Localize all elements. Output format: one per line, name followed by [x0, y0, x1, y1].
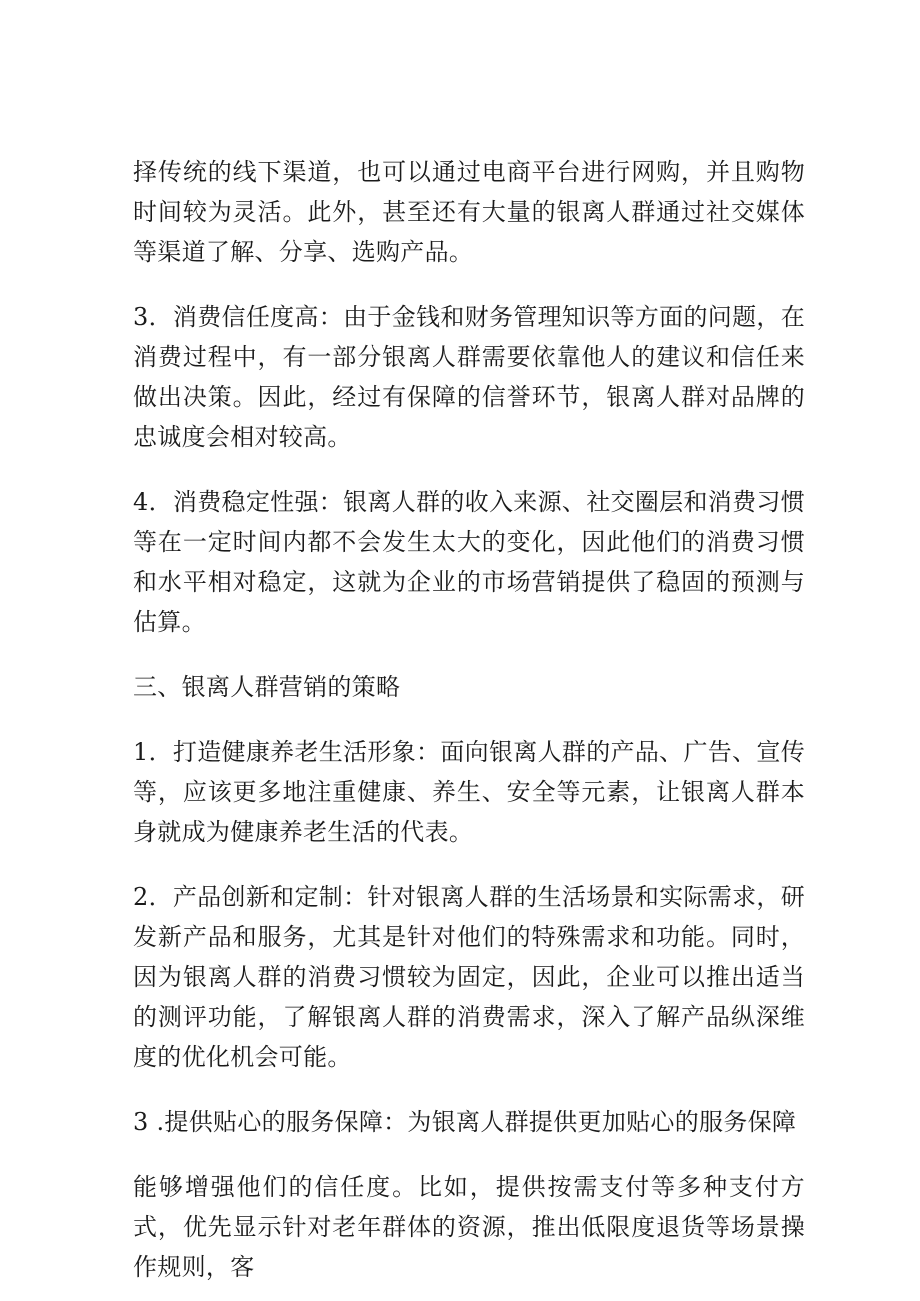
paragraph-shopping-channels: 择传统的线下渠道，也可以通过电商平台进行网购，并且购物时间较为灵活。此外，甚至还有大量的银离人群通过社交媒体等渠道了解、分享、选购产品。	[133, 158, 805, 266]
paragraph-product-innovation: 2．产品创新和定制：针对银离人群的生活场景和实际需求，研发新产品和服务，尤其是针对他们的特殊需求和功能。同时，因为银离人群的消费习惯较为固定，因此，企业可以推出适当的测评功能，了解银离人群的消费需求，深入了解产品纵深维度的优化机会可能。	[133, 883, 805, 1071]
paragraph-service-guarantee: 3 .提供贴心的服务保障：为银离人群提供更加贴心的服务保障	[133, 1108, 797, 1136]
document-body	[133, 152, 805, 1287]
paragraph-healthy-image: 1．打造健康养老生活形象：面向银离人群的产品、广告、宣传等，应该更多地注重健康、养生、安全等元素，让银离人群本身就成为健康养老生活的代表。	[133, 738, 805, 846]
paragraph-stability: 4．消费稳定性强：银离人群的收入来源、社交圈层和消费习惯等在一定时间内都不会发生太大的变化，因此他们的消费习惯和水平相对稳定，这就为企业的市场营销提供了稳固的预测与估算。	[133, 488, 805, 636]
paragraph-trust: 3．消费信任度高：由于金钱和财务管理知识等方面的问题，在消费过程中，有一部分银离人群需要依靠他人的建议和信任来做出决策。因此，经过有保障的信誉环节，银离人群对品牌的忠诚度会相对较高。	[133, 303, 805, 451]
section-heading-strategies: 三、银离人群营销的策略	[133, 673, 401, 701]
paragraph-trust-measures: 能够增强他们的信任度。比如，提供按需支付等多种支付方式，优先显示针对老年群体的资源，推出低限度退货等场景操作规则，客	[133, 1173, 805, 1281]
